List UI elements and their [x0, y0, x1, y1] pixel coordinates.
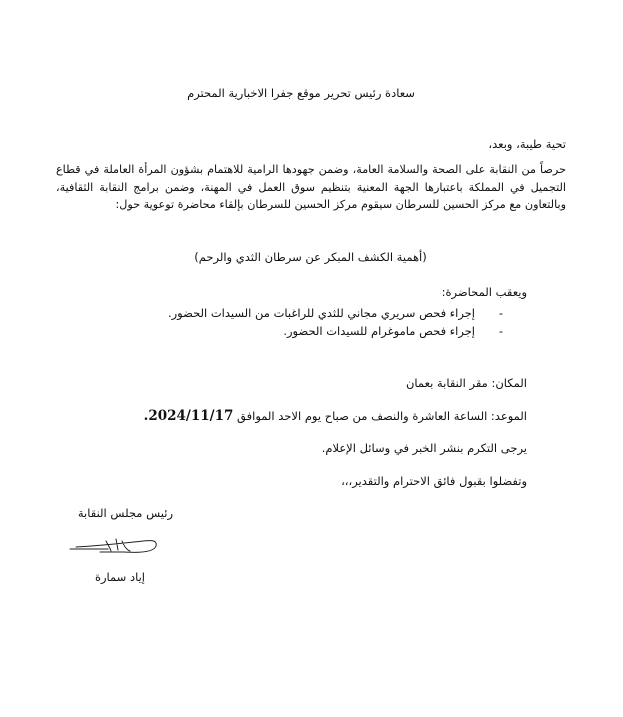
follow-up-list [168, 304, 503, 340]
body-paragraph: حرصاً من النقابة على الصحة والسلامة العامة، وضمن جهودها الرامية للاهتمام بشؤون المرأة العاملة في قطاع التجميل في المملكة باعتبارها الجهة المعنية بتنظيم سوق العمل في المهنة، وضمن برامج النقابة الثقافية، وبالتعاون مع مركز الحسين للسرطان سيقوم مركز الحسين للسرطان بإلقاء محاضرة توعوية حول: [56, 163, 566, 211]
signatory-title: رئيس مجلس النقابة [77, 506, 173, 520]
place-line: المكان: مقر النقابة بعمان [405, 376, 527, 390]
date-line [144, 408, 527, 424]
request-line: يرجى التكرم بنشر الخبر في وسائل الإعلام. [321, 441, 527, 455]
date-text: الموعد: الساعة العاشرة والنصف من صباح يوم الاحد الموافق [237, 409, 527, 423]
closing-line: وتفضلوا بقبول فائق الاحترام والتقدير،،، [341, 474, 527, 488]
follow-up-intro: ويعقب المحاضرة: [441, 285, 527, 299]
signatory-name: إياد سمارة [94, 570, 145, 584]
signature-image [64, 522, 164, 562]
greeting: تحية طيبة، وبعد، [488, 137, 566, 151]
lecture-title: (أهمية الكشف المبكر عن سرطان الثدي والرحم) [194, 250, 427, 264]
list-item: - إجراء فحص ماموغرام للسيدات الحضور. [168, 322, 503, 340]
salutation: سعادة رئيس تحرير موقع جفرا الاخبارية المحترم [187, 86, 415, 100]
date-value: 2024/11/17. [143, 408, 234, 424]
list-item: - إجراء فحص سريري مجاني للثدي للراغبات من السيدات الحضور. [168, 304, 503, 322]
